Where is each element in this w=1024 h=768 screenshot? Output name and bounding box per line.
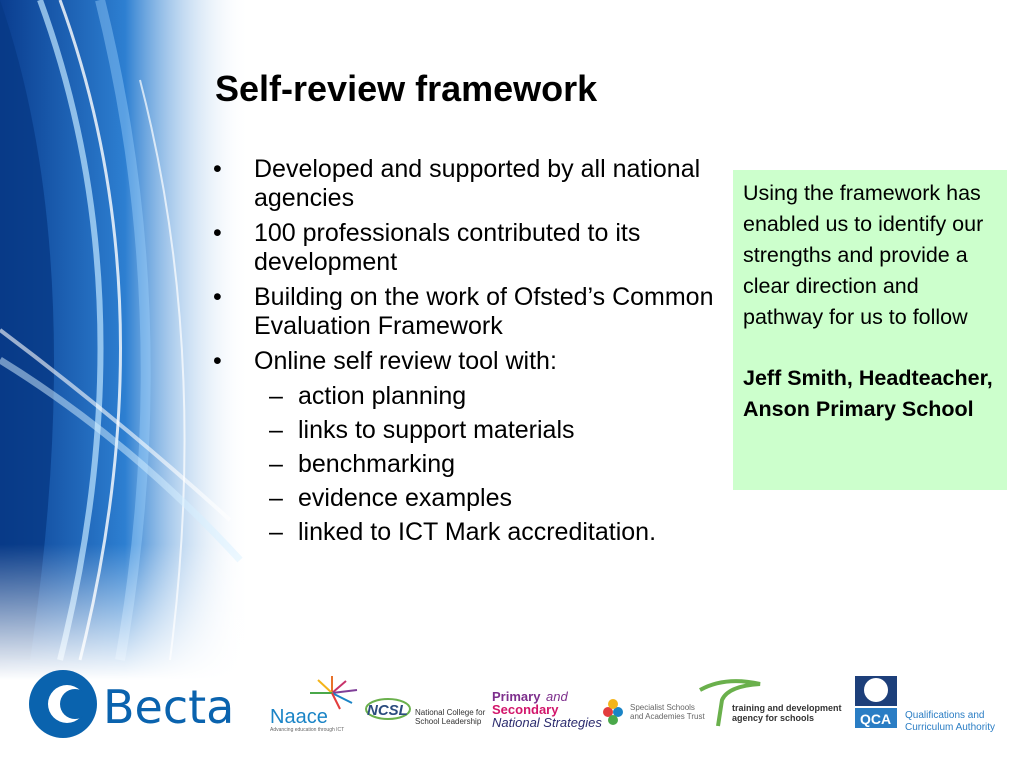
bullet-text: Online self review tool with: [254,347,557,375]
quote-author: Jeff Smith, Headteacher, Anson Primary School [743,366,993,421]
naace-logo [270,676,357,733]
dash-mark: – [269,416,283,444]
ncsl-logo [366,699,490,732]
sub-bullet-text: evidence examples [298,484,513,512]
sub-bullet-text: action planning [298,382,467,410]
dash-mark: – [269,382,283,410]
sub-bullet-item [213,484,733,513]
pns-primary: Primary [492,689,541,704]
bullet-item [213,347,733,376]
sub-bullet-item [213,382,733,411]
sub-bullet-item [213,416,733,445]
bullet-mark: • [213,283,222,311]
partner-logos [0,660,1024,760]
qca-name-line-2: Curriculum Authority [905,722,996,733]
sub-bullet-text: benchmarking [298,450,456,478]
sub-bullet-item [213,518,733,547]
tda-name: training and development agency for schools [732,703,842,723]
bullet-item [213,219,733,277]
naace-tagline: Advancing education through ICT [270,727,345,733]
bullet-item [213,283,733,341]
tda-logo [700,681,847,727]
bullet-mark: • [213,155,222,183]
quote-text: Using the framework has enabled us to identify our strengths and provide a clear direction and pathway for us to follow [743,181,984,329]
sub-bullet-text: links to support materials [298,416,575,444]
sub-bullet-item [213,450,733,479]
ssat-name: Specialist Schools and Academies Trust [630,703,705,721]
pns-and: and [546,689,568,704]
bullet-item [213,155,733,213]
national-strategies-logo [492,689,602,730]
pns-strategies: National Strategies [492,715,602,730]
sub-bullet-text: linked to ICT Mark accreditation. [298,518,657,546]
bullet-list [213,155,733,552]
becta-wordmark: Becta [103,680,235,734]
quote-box [733,170,1007,490]
qca-name-line-1: Qualifications and [905,710,985,721]
dash-mark: – [269,450,283,478]
qca-logo [855,676,995,733]
bullet-text: Building on the work of Ofsted’s Common Evaluation Framework [254,283,714,340]
dash-mark: – [269,518,283,546]
bullet-text: Developed and supported by all national agencies [254,155,701,212]
qca-wordmark: QCA [860,711,892,727]
ncsl-name: National College for School Leadership [415,708,486,726]
ncsl-wordmark: NCSL [367,702,408,719]
pns-secondary: Secondary [492,702,559,717]
dash-mark: – [269,484,283,512]
ssat-logo [603,699,710,727]
bullet-mark: • [213,219,222,247]
bullet-mark: • [213,347,222,375]
slide-title: Self-review framework [215,68,598,109]
naace-wordmark: Naace [270,706,328,728]
bullet-text: 100 professionals contributed to its development [254,219,641,276]
